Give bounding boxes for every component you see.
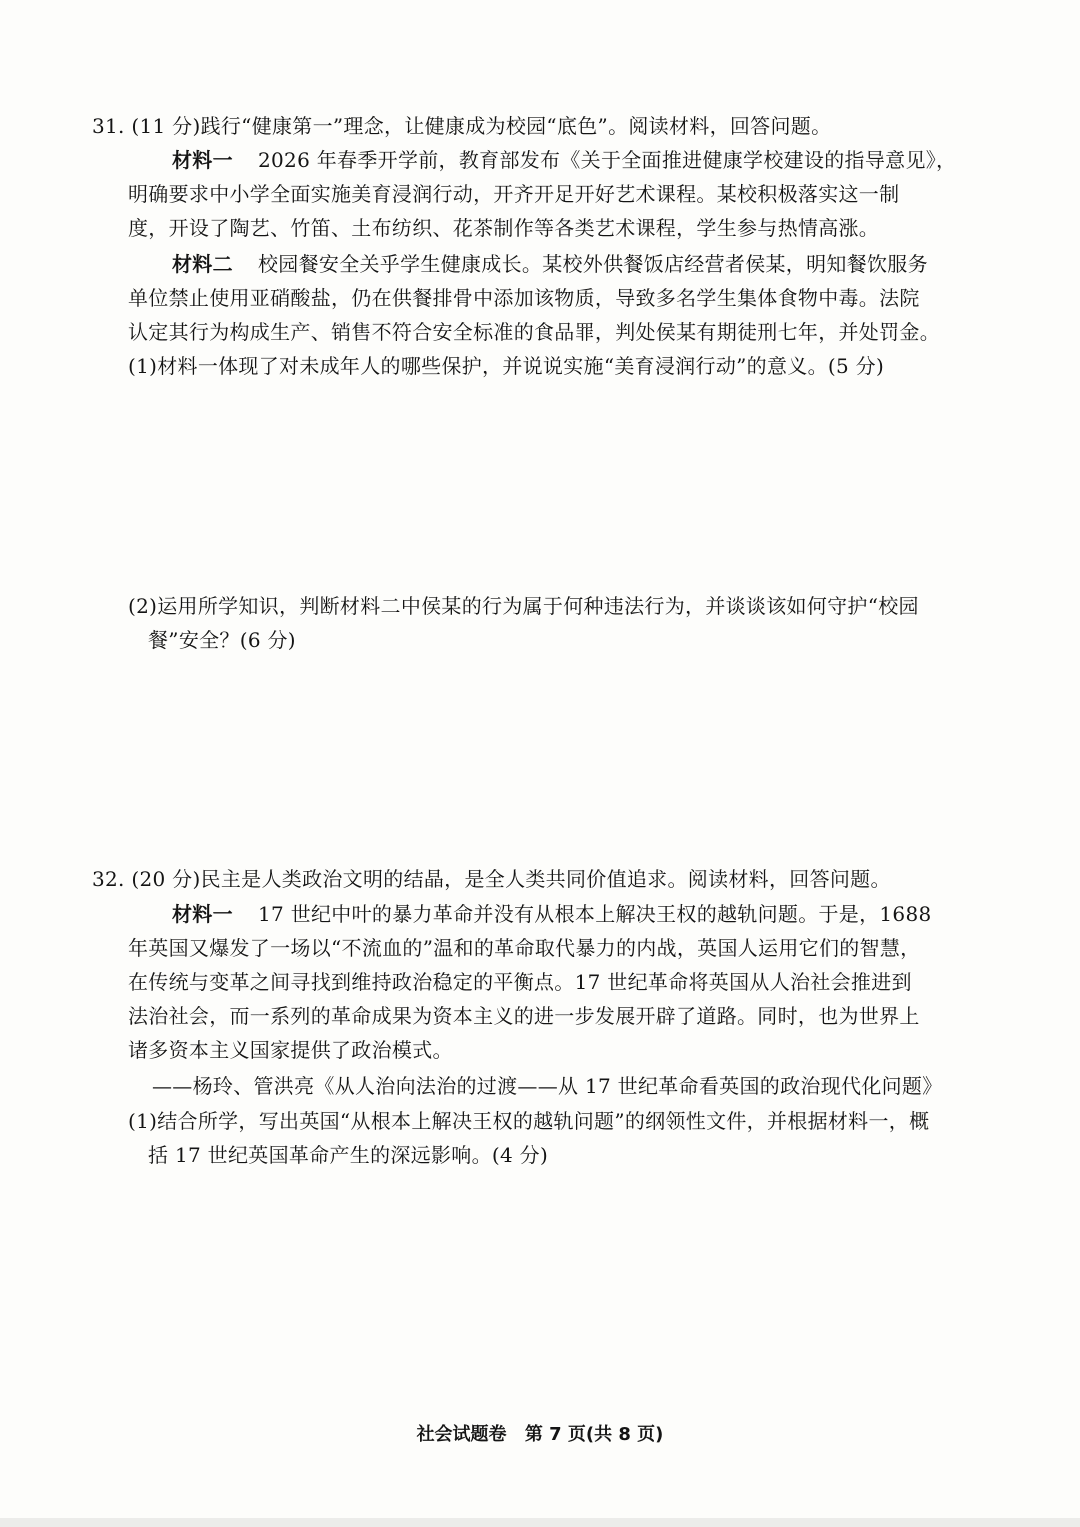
q32-material1-line2: 年英国又爆发了一场以“不流血的”温和的革命取代暴力的内战，英国人运用它们的智慧， (128, 936, 921, 960)
q31-material2-line3: 认定其行为构成生产、销售不符合安全标准的食品罪，判处侯某有期徒刑七年，并处罚金。 (128, 320, 940, 344)
q32-sub1-line2: 括 17 世纪英国革命产生的深远影响。(4 分) (148, 1143, 549, 1167)
q32-sub1-line1: (1)结合所学，写出英国“从根本上解决王权的越轨问题”的纲领性文件，并根据材料一，概 (128, 1109, 930, 1133)
page-bottom-edge (0, 1518, 1080, 1527)
q31-material1-label: 材料一 (172, 148, 233, 172)
q31-sub2-line2: 餐”安全？(6 分) (148, 628, 296, 652)
footer-page-number: 第 7 页(共 8 页) (524, 1424, 664, 1445)
page-footer (0, 1420, 1080, 1446)
q32-material1-line3: 在传统与变革之间寻找到维持政治稳定的平衡点。17 世纪革命将英国从人治社会推进到 (128, 970, 912, 994)
q32-source-citation: ——杨玲、管洪亮《从人治向法治的过渡——从 17 世纪革命看英国的政治现代化问题》 (152, 1074, 943, 1098)
q31-material2-line1: 校园餐安全关乎学生健康成长。某校外供餐饭店经营者侯某，明知餐饮服务 (258, 252, 928, 276)
q31-material1-line1: 2026 年春季开学前，教育部发布《关于全面推进健康学校建设的指导意见》， (258, 148, 957, 172)
q31-sub2-line1: (2)运用所学知识，判断材料二中侯某的行为属于何种违法行为，并谈谈该如何守护“校园 (128, 594, 919, 618)
q32-material1-line4: 法治社会，而一系列的革命成果为资本主义的进一步发展开辟了道路。同时，也为世界上 (128, 1004, 920, 1028)
q31-material2-line2: 单位禁止使用亚硝酸盐，仍在供餐排骨中添加该物质，导致多名学生集体食物中毒。法院 (128, 286, 920, 310)
q32-stem: 32. (20 分)民主是人类政治文明的结晶，是全人类共同价值追求。阅读材料，回答问题。 (92, 867, 891, 891)
q32-material1-line1: 17 世纪中叶的暴力革命并没有从根本上解决王权的越轨问题。于是，1688 (258, 902, 932, 926)
q31-stem: 31. (11 分)践行“健康第一”理念，让健康成为校园“底色”。阅读材料，回答问题。 (92, 114, 832, 138)
footer-subject: 社会试题卷 (416, 1424, 507, 1445)
q31-material2-label: 材料二 (172, 252, 233, 276)
q32-material1-line5: 诸多资本主义国家提供了政治模式。 (128, 1038, 453, 1062)
q31-sub1-prompt: (1)材料一体现了对未成年人的哪些保护，并说说实施“美育浸润行动”的意义。(5 分) (128, 354, 885, 378)
q31-material1-line3: 度，开设了陶艺、竹笛、土布纺织、花茶制作等各类艺术课程，学生参与热情高涨。 (128, 216, 880, 240)
q31-material1-line2: 明确要求中小学全面实施美育浸润行动，开齐开足开好艺术课程。某校积极落实这一制 (128, 182, 900, 206)
q32-material1-label: 材料一 (172, 902, 233, 926)
